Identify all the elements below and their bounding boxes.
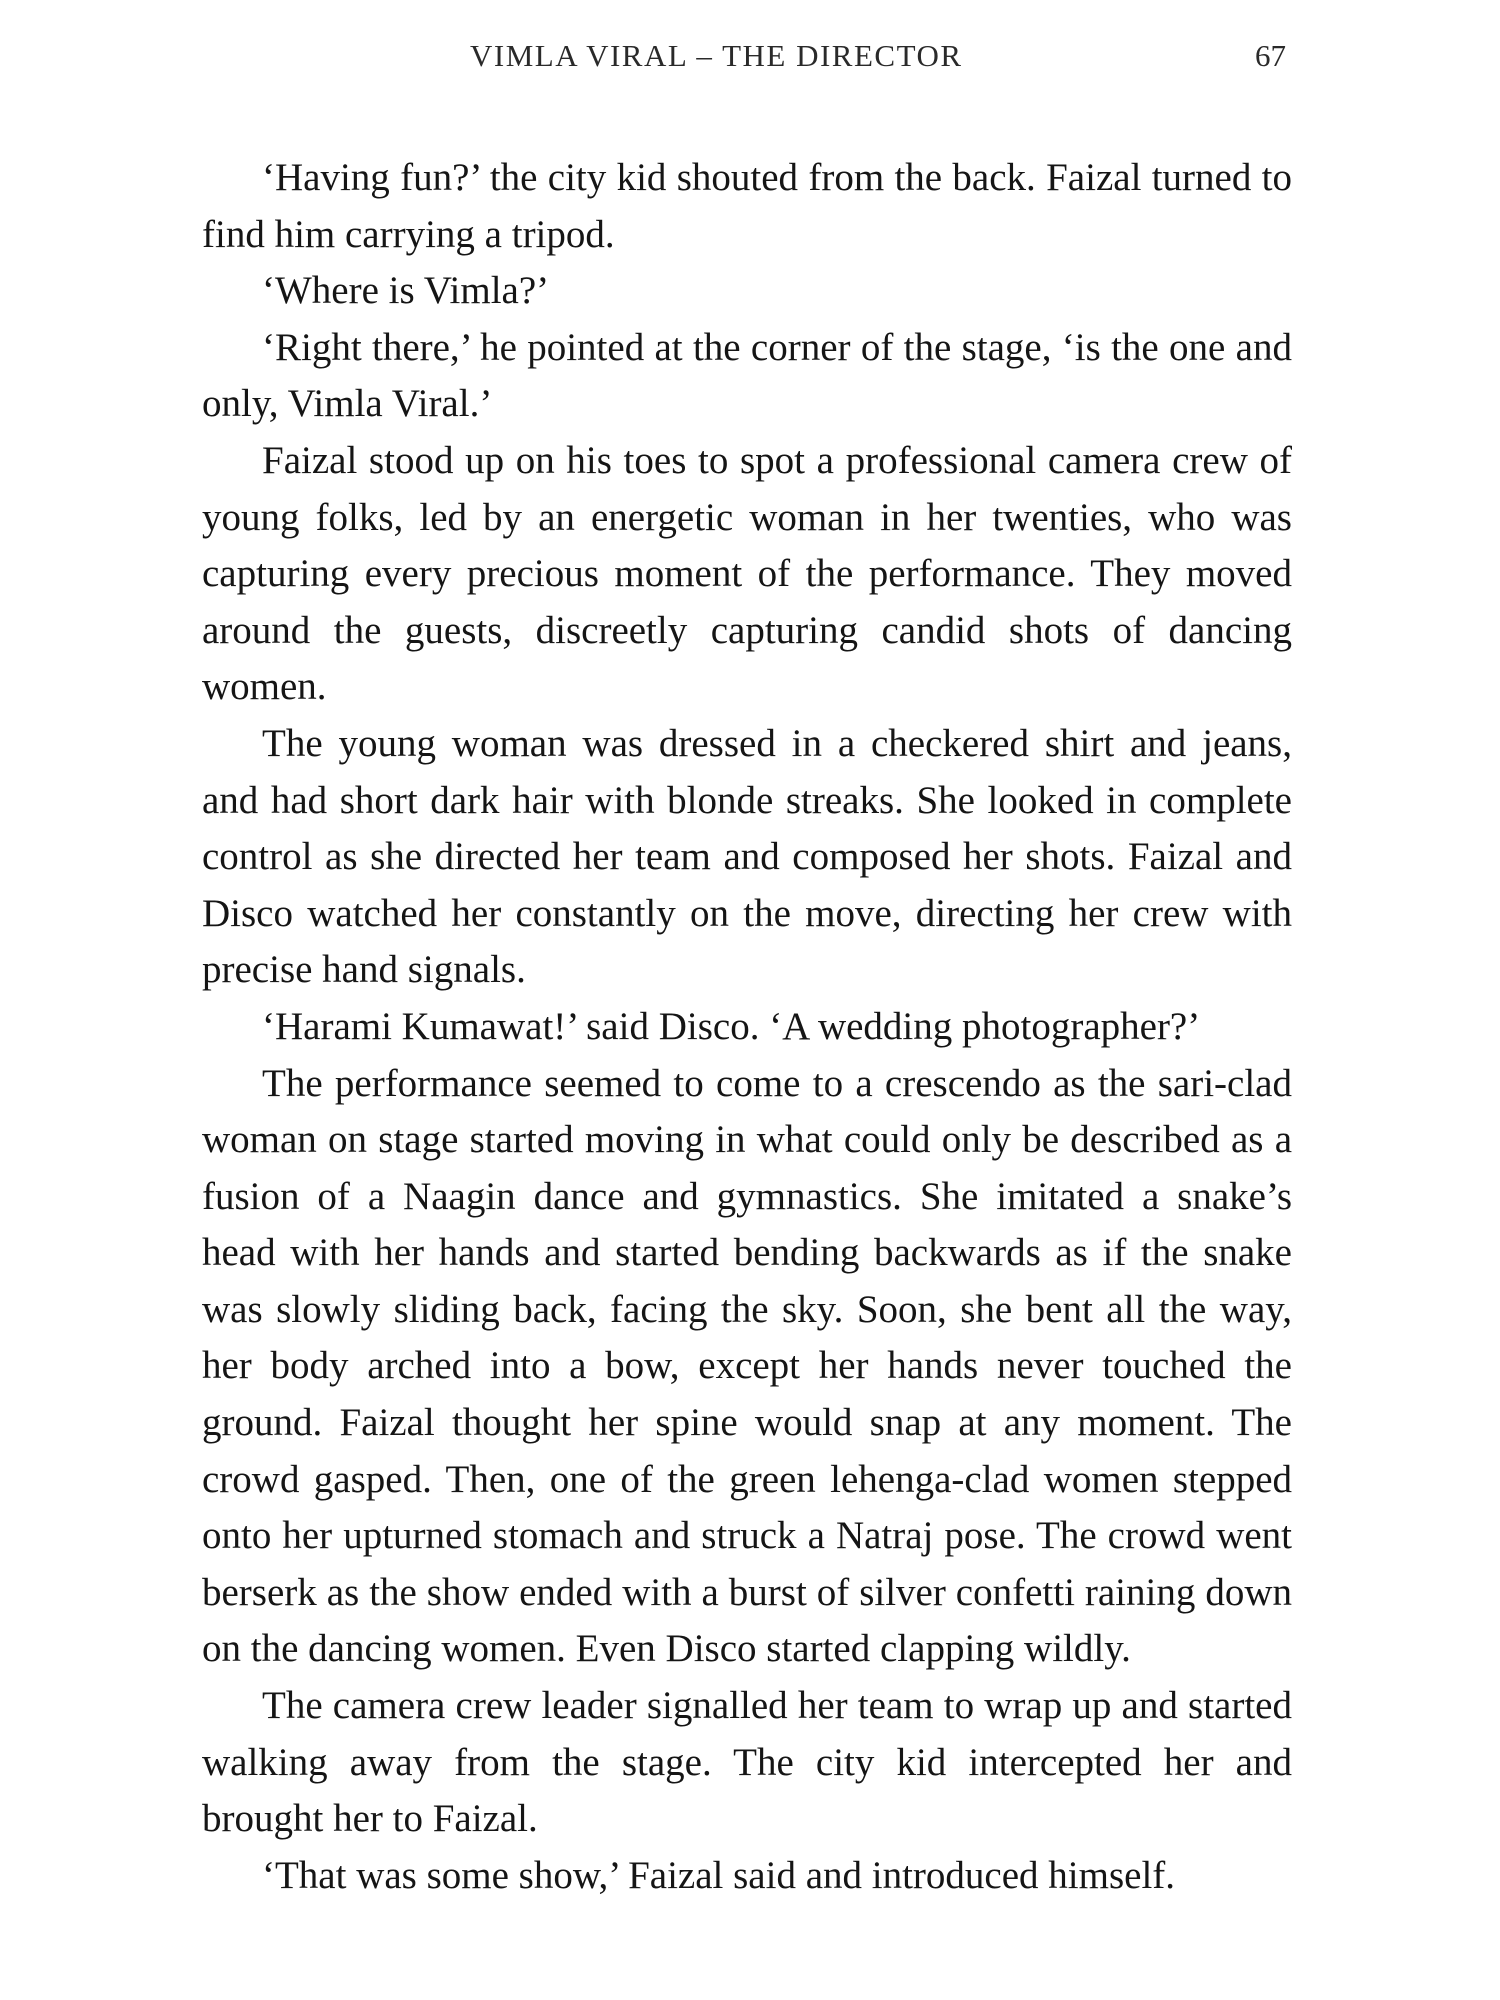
paragraph-7: The performance seemed to come to a crescendo as the sari-clad woman on stage started moving in what could only be described as a fusion of a Naagin dance and gymnastics. She imitated a snake’s head with her hands and started bending backwards as if the snake was slowly sliding back, facing the sky. Soon, she bent all the way, her body arched into a bow, except her hands never touched the ground. Faizal thought her spine would snap at any moment. The crowd gasped. Then, one of the green lehenga-clad women stepped onto her upturned stomach and struck a Natraj pose. The crowd went berserk as the show ended with a burst of silver confetti raining down on the dancing women. Even Disco started clapping wildly. [202, 1061, 1292, 1671]
page-number: 67 [1255, 38, 1286, 73]
paragraph-3: ‘Right there,’ he pointed at the corner of the stage, ‘is the one and only, Vimla Viral.’ [202, 325, 1292, 426]
paragraph-8: The camera crew leader signalled her team to wrap up and started walking away from the stage. The city kid intercepted her and brought her to Faizal. [202, 1684, 1292, 1841]
body-text [202, 150, 1292, 1904]
paragraph-5: The young woman was dressed in a checkered shirt and jeans, and had short dark hair with blonde streaks. She looked in complete control as she directed her team and composed her shots. Faizal and Disco watched her constantly on the move, directing her crew with precise hand signals. [202, 721, 1292, 992]
paragraph-9: ‘That was some show,’ Faizal said and introduced himself. [262, 1853, 1176, 1897]
paragraph-2: ‘Where is Vimla?’ [262, 269, 550, 313]
paragraph-6: ‘Harami Kumawat!’ said Disco. ‘A wedding photographer?’ [262, 1004, 1201, 1048]
running-header [200, 38, 1300, 88]
chapter-title: VIMLA VIRAL – THE DIRECTOR [470, 38, 963, 73]
paragraph-4: Faizal stood up on his toes to spot a professional camera crew of young folks, led by an energetic woman in her twenties, who was capturing every precious moment of the performance. They moved around the guests, discreetly capturing candid shots of dancing women. [202, 438, 1292, 709]
paragraph-1: ‘Having fun?’ the city kid shouted from the back. Faizal turned to find him carrying a tripod. [202, 156, 1292, 256]
